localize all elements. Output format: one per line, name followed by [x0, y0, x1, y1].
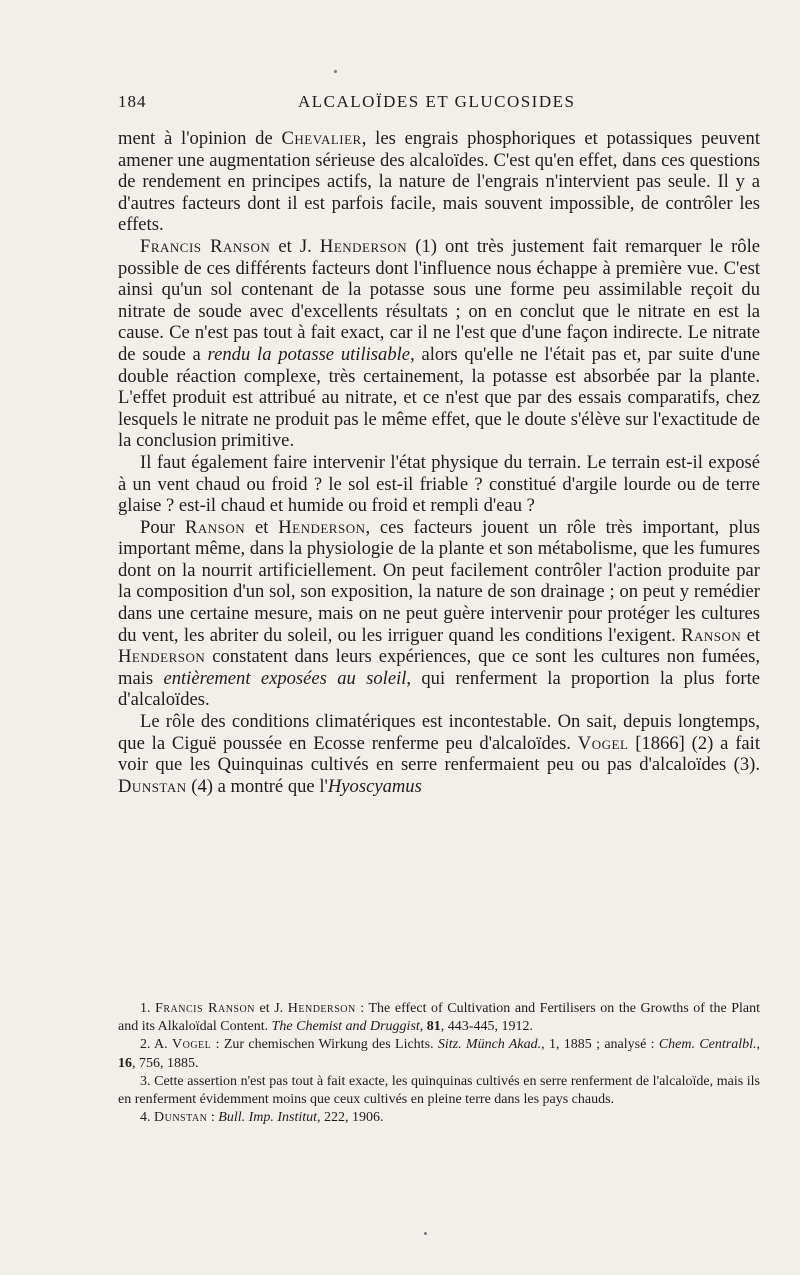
footnote-run: : The effect of Cultivation and Fertilisers on the Growths of the Plant and its Alkaloïdal Content.	[118, 1001, 761, 1035]
text-run: Francis Ranson	[140, 235, 271, 257]
footnote-run: Bull. Imp. Institut	[218, 1110, 318, 1126]
text-run: Pour	[140, 516, 185, 538]
main-text	[118, 128, 760, 797]
text-run: (3)	[733, 754, 756, 776]
footnote-run: , 443-445, 1912.	[440, 1019, 533, 1035]
footnote-run: The Chemist and Druggist	[271, 1019, 420, 1035]
text-run: (4)	[191, 775, 213, 797]
text-run: , alors qu'elle ne l'était pas et, par suite d'une double réaction complexe, très certainement, la potasse est absorbée par la plante. L'effet produit est attribué au nitrate, et ce n'est que par des essais comparatifs, chez lesquels le nitrate ne produit pas le même effet, que le doute s'élève sur l'exactitude de la conclusion primitive.	[118, 343, 760, 452]
footnote-run: 16	[118, 1055, 132, 1071]
text-run: ment à l'opinion de	[118, 128, 282, 149]
page-number: 184	[118, 92, 147, 111]
text-run: Vogel	[577, 732, 629, 754]
text-run: et	[741, 624, 760, 646]
text-run: a fait voir que les Quinquinas cultivés en serre renfermaient peu ou pas d'alcaloïdes	[118, 732, 761, 776]
footnote-run: , 222, 1906.	[317, 1110, 384, 1126]
text-run: , les engrais phosphoriques et potassiques peuvent amener une augmentation sérieuse des alcaloïdes. C'est qu'en effet, dans ces questions de rendement en principes actifs, la nature de l'engrais n'intervient pas seule. Il y a d'autres facteurs dont il est parfois facile, mais souvent impossible, de contrôler les effets.	[118, 128, 760, 236]
text-run: constatent dans leurs expériences, que ce sont les cultures non fumées, mais	[118, 646, 760, 689]
paragraph	[118, 517, 760, 711]
footnote	[118, 1036, 760, 1072]
text-run: et	[245, 516, 279, 538]
running-title: ALCALOÏDES ET GLUCOSIDES	[298, 92, 576, 111]
footnote	[118, 1073, 760, 1109]
paragraph	[118, 711, 760, 797]
footnote-run: ,	[419, 1019, 427, 1035]
text-run: rendu la potasse utilisable	[207, 343, 411, 365]
footnote-run: , 1, 1885 ; analysé :	[541, 1037, 659, 1053]
text-run: Il faut également faire intervenir l'état physique du terrain. Le terrain est-il exposé à un vent chaud ou froid ? le sol est-il friable ? constitué d'argile lourde ou de terre glaise ? est-il chaud et humide ou froid et rempli d'eau ?	[118, 451, 760, 517]
text-run: Hyoscyamus	[327, 775, 422, 797]
footnote-run: :	[207, 1110, 219, 1126]
text-run: Henderson	[118, 646, 206, 668]
text-run: Dunstan	[118, 775, 187, 797]
text-run: Chevalier	[281, 128, 362, 149]
text-run: et J.	[270, 235, 320, 257]
text-run: ont très justement fait remarquer le rôle possible de ces différents facteurs dont l'influence nous échappe à première vue. C'est ainsi qu'un sol contenant de la potasse sous une forme peu assimilable reçoit du nitrate de soude avec d'excellents résultats ; on en conclut que le nitrate en est la cause. Ce n'est pas tout à fait exact, car il ne l'est que d'une façon indirecte. Le nitrate de soude a	[118, 235, 760, 365]
footnote-run: Sitz. Münch Akad.	[437, 1037, 542, 1053]
footnote-run: 4.	[140, 1110, 154, 1126]
text-run: Le rôle des conditions climatériques est incontestable. On sait, depuis longtemps, que la Ciguë poussée en Ecosse renferme peu d'alcaloïdes.	[118, 711, 760, 754]
footnote-run: Francis Ranson	[155, 1001, 255, 1016]
footnote	[118, 1000, 760, 1036]
text-run: Henderson	[278, 516, 366, 538]
footnote-run: 81	[426, 1019, 441, 1035]
text-run: Henderson	[319, 235, 408, 257]
page-speck	[424, 1232, 427, 1235]
text-run: entièrement exposées au soleil	[163, 667, 407, 689]
text-run: (1)	[407, 235, 437, 257]
text-run: Ranson	[184, 516, 246, 538]
text-run: , qui renferment la proportion la plus forte d'alcaloïdes.	[118, 667, 760, 711]
footnote-run: : Zur chemischen Wirkung des Lichts.	[211, 1037, 438, 1053]
footnote-run: et J.	[254, 1001, 288, 1016]
footnote-run: 1.	[140, 1001, 156, 1016]
text-run: , ces facteurs jouent un rôle très important, plus important même, dans la physiologie de la plante et son métabolisme, que les fumures dont on la nourrit artificiellement. On peut facilement contrôler l'action produite par la composition d'un sol, son exposition, la nature de son drainage ; on peut y remédier dans une certaine mesure, mais on ne peut guère intervenir pour protéger les cultures du vent, les abriter du soleil, ou les irriguer quand les conditions l'exigent.	[118, 516, 761, 646]
footnotes	[118, 1000, 760, 1127]
page-speck	[334, 70, 337, 73]
text-run: a montré que l'	[212, 775, 328, 797]
text-run: Ranson	[681, 624, 742, 646]
footnote	[118, 1109, 760, 1127]
text-run: [1866] (2)	[628, 732, 714, 754]
footnote-run: ,	[756, 1037, 760, 1053]
footnote-run: Vogel	[172, 1037, 212, 1053]
text-run: .	[755, 754, 760, 776]
paragraph	[118, 452, 760, 517]
paragraph	[118, 128, 760, 236]
footnote-run: , 756, 1885.	[132, 1055, 199, 1071]
page-header	[118, 92, 758, 118]
footnote-run: 2. A.	[140, 1037, 172, 1053]
footnote-run: Dunstan	[154, 1110, 208, 1126]
footnote-run: Henderson	[287, 1001, 356, 1016]
paragraph	[118, 236, 760, 452]
footnote-run: Chem. Centralbl.	[658, 1037, 757, 1053]
footnote-run: 3. Cette assertion n'est pas tout à fait exacte, les quinquinas cultivés en serre renferment de l'alcaloïde, mais ils en renferment évidemment moins que ceux cultivés en pleine terre dans les pays chauds.	[118, 1073, 760, 1108]
